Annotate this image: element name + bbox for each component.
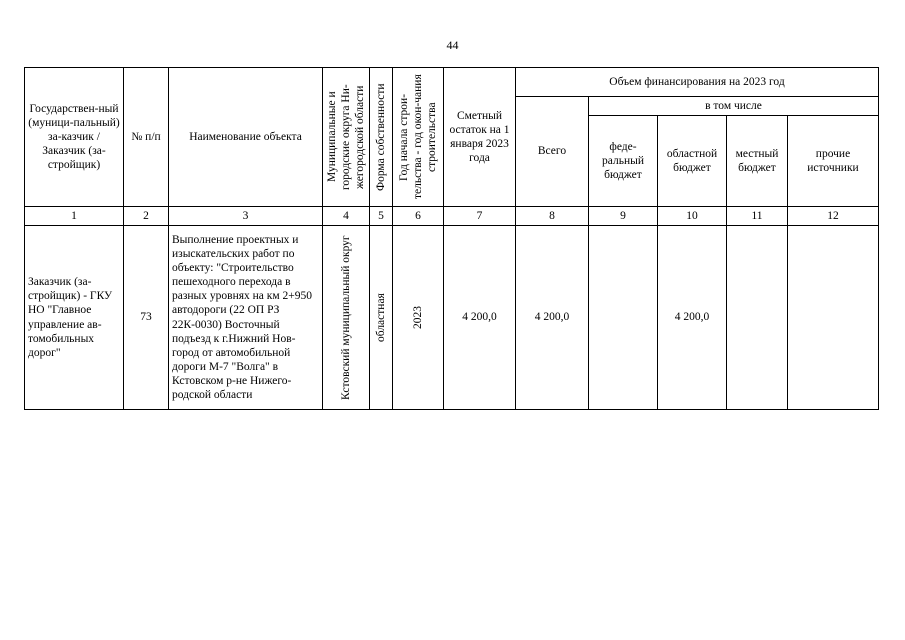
header-local: местный бюджет <box>727 116 788 207</box>
header-total: Всего <box>516 97 589 207</box>
cell-ownership: областная <box>374 293 387 342</box>
header-no: № п/п <box>124 68 169 207</box>
header-row-top <box>25 68 879 97</box>
header-object-name: Наименование объекта <box>169 68 323 207</box>
header-construction-years-cell <box>393 68 444 207</box>
column-number: 3 <box>169 207 323 226</box>
column-number: 1 <box>25 207 124 226</box>
cell-other <box>788 226 879 410</box>
header-funding-2023: Объем финансирования на 2023 год <box>516 68 879 97</box>
header-ownership: Форма собственности <box>374 83 387 191</box>
header-other: прочие источники <box>788 116 879 207</box>
table-row <box>25 226 879 410</box>
cell-construction-years: 2023 <box>411 306 424 329</box>
column-number: 12 <box>788 207 879 226</box>
cell-estimated-balance: 4 200,0 <box>444 226 516 410</box>
column-number: 9 <box>589 207 658 226</box>
column-number: 5 <box>370 207 393 226</box>
header-regional: областной бюджет <box>658 116 727 207</box>
header-municipality: Муниципальные и городские округа Ни-жегородской области <box>325 84 366 190</box>
column-number: 6 <box>393 207 444 226</box>
page-number: 44 <box>446 38 459 52</box>
cell-object-name: Выполнение проектных и изыскательских работ по объекту: "Строительство пешеходного перехода в разных уровнях на км 2+950 автодороги (22 ОП РЗ 22К-0030) Восточный подъезд к г.Нижний Нов-город от автомобильной дороги М-7 "Волга" в Кстовском р-не Нижего-родской области <box>169 226 323 410</box>
header-ownership-cell <box>370 68 393 207</box>
column-number: 2 <box>124 207 169 226</box>
column-number: 11 <box>727 207 788 226</box>
header-including: в том числе <box>589 97 879 116</box>
cell-municipality-cell <box>323 226 370 410</box>
column-number: 10 <box>658 207 727 226</box>
header-estimated-balance: Сметный остаток на 1 января 2023 года <box>444 68 516 207</box>
cell-construction-years-cell <box>393 226 444 410</box>
cell-total: 4 200,0 <box>516 226 589 410</box>
column-number: 8 <box>516 207 589 226</box>
header-construction-years: Год начала строи-тельства - год окон-чания строительства <box>397 74 438 200</box>
header-municipality-cell <box>323 68 370 207</box>
header-federal: феде-ральный бюджет <box>589 116 658 207</box>
cell-federal <box>589 226 658 410</box>
cell-local <box>727 226 788 410</box>
cell-regional: 4 200,0 <box>658 226 727 410</box>
column-number: 7 <box>444 207 516 226</box>
cell-no: 73 <box>124 226 169 410</box>
cell-municipality: Кстовский муниципальный округ <box>339 235 352 400</box>
column-number: 4 <box>323 207 370 226</box>
column-number-row <box>25 207 879 226</box>
cell-ownership-cell <box>370 226 393 410</box>
header-customer: Государствен-ный (муници-пальный) за-казчик / Заказчик (за-стройщик) <box>25 68 124 207</box>
financing-table <box>24 67 879 410</box>
cell-customer: Заказчик (за-стройщик) - ГКУ НО "Главное управление ав-томобильных дорог" <box>25 226 124 410</box>
